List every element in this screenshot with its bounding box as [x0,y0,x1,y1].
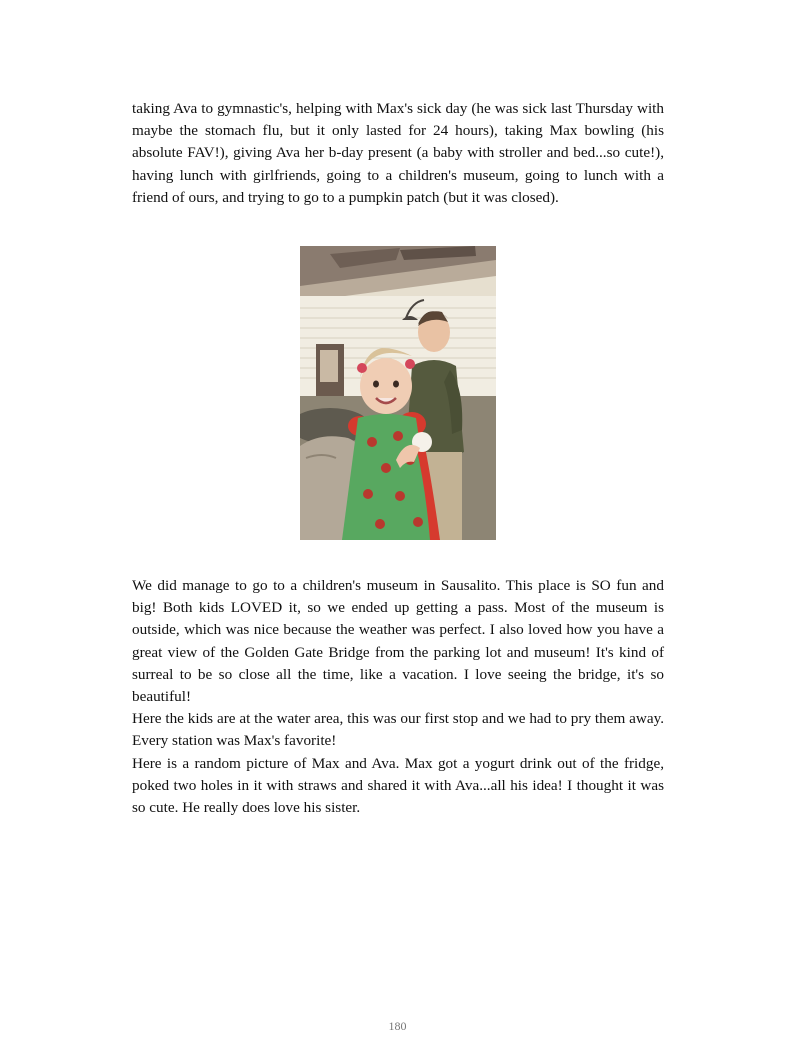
paragraph-random-picture: Here is a random picture of Max and Ava. Max got a yogurt drink out of the fridge, poked two holes in it with straws and shared it with Ava...all his idea! I thought it was so cute. He really does love his sister. [132,755,664,817]
paragraph-intro: taking Ava to gymnastic's, helping with Max's sick day (he was sick last Thursday with maybe the stomach flu, but it only lasted for 24 hours), taking Max bowling (his absolute FAV!), giving Ava her b-day present (a baby with stroller and bed...so cute!), having lunch with girlfriends, going to a children's museum, going to lunch with a friend of ours, and trying to go to a pumpkin patch (but it was closed). [132,100,664,206]
paragraph-museum: We did manage to go to a children's museum in Sausalito. This place is SO fun and big! Both kids LOVED it, so we ended up getting a pass. Most of the museum is outside, which was nice because the weather was perfect. I also loved how you have a great view of the Golden Gate Bridge from the parking lot and museum! It's kind of surreal to be so close all the time, like a vacation. I love seeing the bridge, it's so beautiful! [132,577,664,706]
paragraph-water-area: Here the kids are at the water area, this was our first stop and we had to pry them away. Every station was Max's favorite! [132,710,664,750]
page-number: 180 [388,1019,407,1033]
photo-kids-water-area [300,246,496,540]
